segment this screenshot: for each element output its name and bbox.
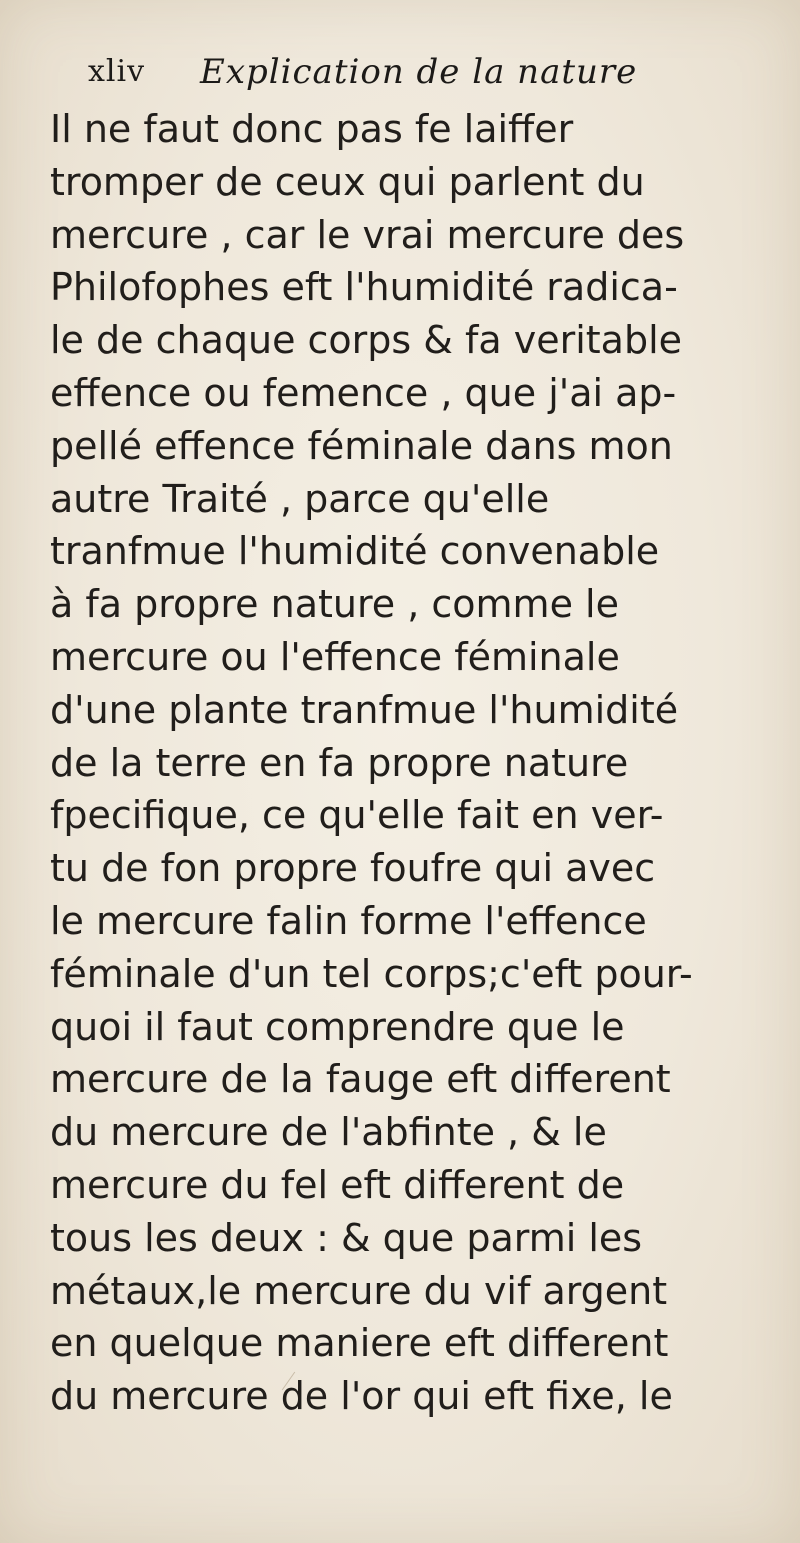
text-line: à fa propre nature , comme le bbox=[50, 582, 619, 627]
text-line: effence ou femence , que j'ai ap- bbox=[50, 370, 677, 415]
text-line: pellé effence féminale dans mon bbox=[50, 423, 673, 468]
text-line: métaux,le mercure du vif argent bbox=[50, 1268, 668, 1313]
page-header bbox=[88, 50, 748, 102]
text-line: en quelque maniere eft different bbox=[50, 1321, 669, 1366]
text-line: le mercure falin forme l'effence bbox=[50, 898, 647, 943]
text-line: tous les deux : & que parmi les bbox=[50, 1215, 643, 1260]
text-line: d'une plante tranfmue l'humidité bbox=[50, 687, 679, 732]
text-line: du mercure de l'or qui eft fixe, le bbox=[50, 1374, 673, 1419]
page-number: xliv bbox=[88, 54, 146, 89]
text-line: le de chaque corps & fa veritable bbox=[50, 318, 683, 363]
text-line: tromper de ceux qui parlent du bbox=[50, 159, 645, 204]
text-line: mercure , car le vrai mercure des bbox=[50, 212, 685, 257]
text-line: mercure du fel eft different de bbox=[50, 1162, 625, 1207]
text-line: fpecifique, ce qu'elle fait en ver- bbox=[50, 793, 664, 838]
body-text bbox=[50, 103, 740, 1423]
text-line: quoi il faut comprendre que le bbox=[50, 1004, 625, 1049]
text-line: du mercure de l'abfinte , & le bbox=[50, 1110, 607, 1155]
running-head: Explication de la nature bbox=[200, 52, 638, 92]
text-line: mercure de la fauge eft different bbox=[50, 1057, 671, 1102]
text-line: de la terre en fa propre nature bbox=[50, 740, 629, 785]
text-line: Il ne faut donc pas fe laiffer bbox=[50, 107, 574, 151]
text-line: autre Traité , parce qu'elle bbox=[50, 476, 550, 521]
text-line: tranfmue l'humidité convenable bbox=[50, 529, 660, 574]
text-line: tu de fon propre foufre qui avec bbox=[50, 846, 656, 891]
text-line: mercure ou l'effence féminale bbox=[50, 634, 620, 679]
text-line: Philofophes eft l'humidité radica- bbox=[50, 265, 678, 310]
text-line: féminale d'un tel corps;c'eft pour- bbox=[50, 951, 693, 996]
